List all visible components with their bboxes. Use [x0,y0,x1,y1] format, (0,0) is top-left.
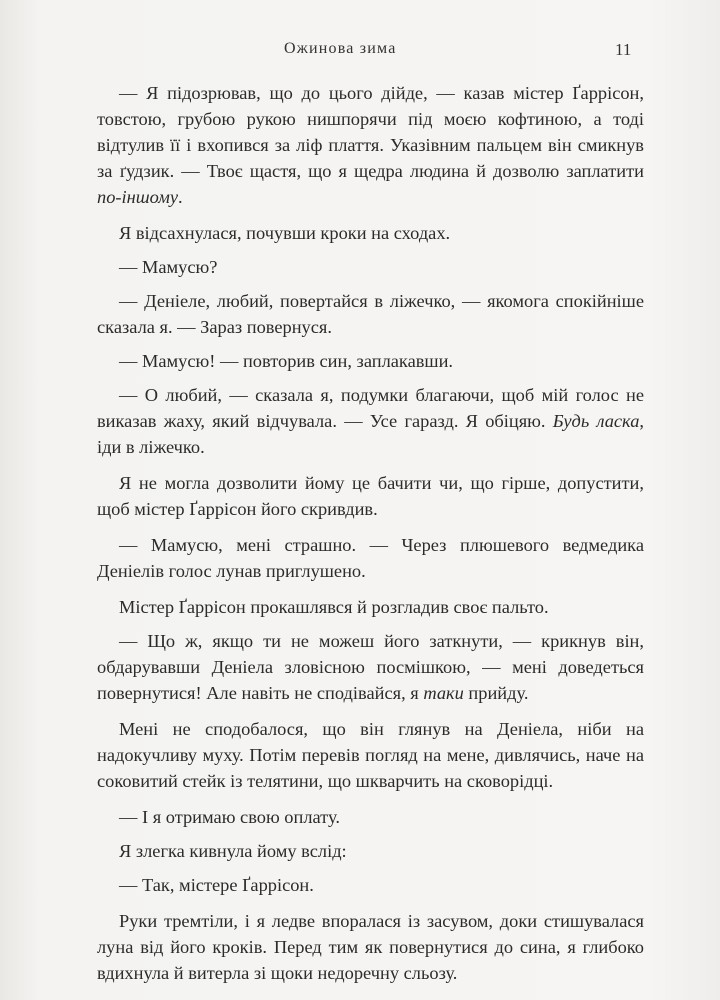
paragraph: — Мамусю? [119,257,218,277]
paragraph: Я злегка кивнула йому вслід: [119,841,347,861]
paragraph: Я не могла дозволити йому це бачити чи, що гірше, допустити, щоб містер Ґаррісон його скривдив. [97,473,644,519]
body-text [97,80,644,996]
page-number: 11 [615,40,632,59]
paragraph: — Так, містере Ґаррісон. [119,875,314,895]
page-header [0,40,720,64]
paragraph: — Мамусю, мені страшно. — Через плюшевого ведмедика Деніелів голос лунав приглушено. [97,535,644,581]
paragraph: Мені не сподобалося, що він глянув на Деніела, ніби на надокучливу муху. Потім перевів погляд на мене, дивлячись, наче на соковитий стейк із телятини, що шкварчить на сковорідці. [97,719,644,791]
paragraph: Я відсахнулася, почувши кроки на сходах. [119,223,451,243]
paragraph: — Що ж, якщо ти не можеш його заткнути, — крикнув він, обдарувавши Деніела зловісною посмішкою, — мені доведеться повернутися! Але навіть не сподівайся, я таки прийду. [97,631,644,703]
running-title: Ожинова зима [284,40,397,57]
paragraph: Руки тремтіли, і я ледве впоралася із засувом, доки стишувалася луна від його кроків. Перед тим як повернутися до сина, я глибоко вдихнула й витерла зі щоки недоречну сльозу. [97,911,644,983]
paragraph: Містер Ґаррісон прокашлявся й розгладив своє пальто. [119,597,549,617]
paragraph: — Мамусю! — повторив син, заплакавши. [119,351,454,371]
paragraph: — Деніеле, любий, повертайся в ліжечко, — якомога спокійніше сказала я. — Зараз повернуся. [97,291,644,337]
paragraph: — І я отримаю свою оплату. [119,807,340,827]
paragraph: — О любий, — сказала я, подумки благаючи, щоб мій голос не виказав жаху, який відчувала. — Усе гаразд. Я обіцяю. Будь ласка, іди в ліжечко. [97,385,644,457]
paragraph: — Я підозрював, що до цього дійде, — казав містер Ґаррісон, товстою, грубою рукою нишпорячи під моєю кофтиною, а тоді відтулив її і вхопився за ліф плаття. Указівним пальцем він смикнув за ґудзик. — Твоє щастя, що я щедра людина й дозволю заплатити по-іншому. [97,83,644,207]
